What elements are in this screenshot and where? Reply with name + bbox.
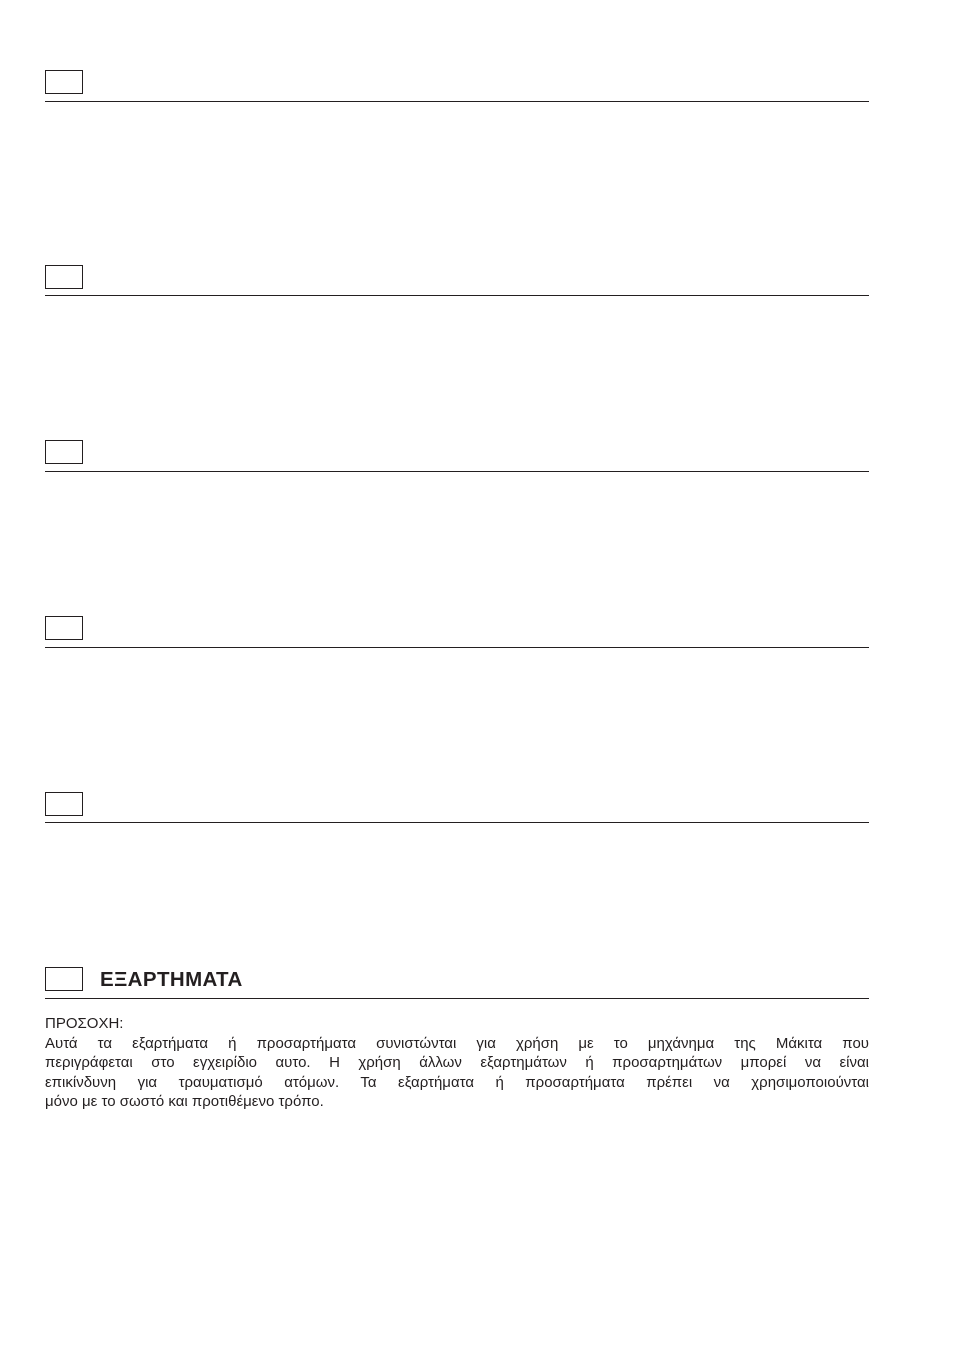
section-divider <box>45 101 869 102</box>
caution-text-line: επικίνδυνη για τραυματισμό ατόμων. Τα εξαρτήματα ή προσαρτήματα πρέπει να χρησιμοποιούνται <box>45 1073 869 1091</box>
language-code-box <box>45 265 83 289</box>
language-code-box <box>45 616 83 640</box>
caution-text-line: Αυτά τα εξαρτήματα ή προσαρτήματα συνιστώνται για χρήση με το μηχάνημα της Μάκιτα που <box>45 1034 869 1052</box>
section-title: ΕΞΑΡΤΗΜΑΤΑ <box>100 968 243 991</box>
section-divider <box>45 822 869 823</box>
section-divider <box>45 295 869 296</box>
language-code-box <box>45 440 83 464</box>
section-divider <box>45 471 869 472</box>
caution-text-line: μόνο με το σωστό και προτιθέμενο τρόπο. <box>45 1093 324 1111</box>
language-code-box <box>45 967 83 991</box>
section-divider <box>45 998 869 999</box>
language-code-box <box>45 70 83 94</box>
caution-label: ΠΡΟΣΟΧΗ: <box>45 1015 124 1032</box>
caution-notice <box>45 1014 869 1112</box>
caution-text-line: περιγράφεται στο εγχειρίδιο αυτο. Η χρήση άλλων εξαρτημάτων ή προσαρτημάτων μπορεί να είναι <box>45 1054 869 1072</box>
language-code-box <box>45 792 83 816</box>
section-divider <box>45 647 869 648</box>
